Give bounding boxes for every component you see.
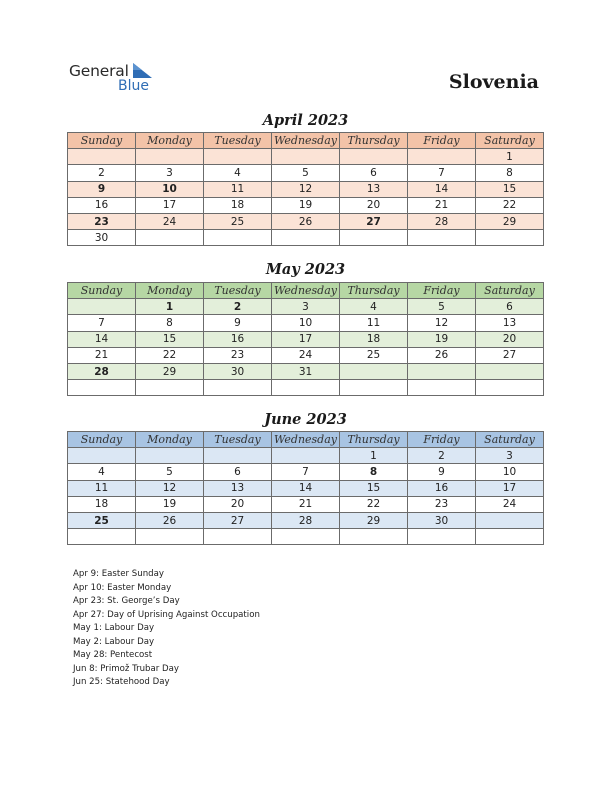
weekday-header: Saturday [476, 283, 544, 299]
empty-day-cell [340, 380, 408, 396]
weekday-header: Wednesday [272, 133, 340, 149]
empty-day-cell [340, 363, 408, 379]
day-cell: 8 [476, 165, 544, 181]
day-cell: 23 [408, 496, 476, 512]
day-cell: 12 [408, 315, 476, 331]
empty-day-cell [68, 299, 136, 315]
day-cell: 16 [68, 197, 136, 213]
calendar-may [67, 282, 544, 396]
day-cell: 26 [136, 512, 204, 528]
weekday-header: Saturday [476, 133, 544, 149]
day-cell: 17 [272, 331, 340, 347]
month-title-april: April 2023 [262, 112, 349, 129]
day-cell: 6 [204, 464, 272, 480]
weekday-header: Friday [408, 133, 476, 149]
day-cell: 30 [68, 230, 136, 246]
week-row [68, 230, 544, 246]
day-cell: 21 [272, 496, 340, 512]
week-row [68, 181, 544, 197]
empty-day-cell [476, 230, 544, 246]
day-cell: 26 [272, 213, 340, 229]
calendar-june [67, 431, 544, 545]
day-cell: 19 [408, 331, 476, 347]
empty-day-cell [272, 380, 340, 396]
holiday-item: Apr 27: Day of Uprising Against Occupation [73, 609, 260, 620]
weekday-header: Thursday [340, 283, 408, 299]
day-cell: 9 [408, 464, 476, 480]
weekday-header: Wednesday [272, 283, 340, 299]
empty-day-cell [204, 448, 272, 464]
empty-day-cell [68, 380, 136, 396]
weekday-header: Tuesday [204, 432, 272, 448]
weekday-header: Friday [408, 283, 476, 299]
day-cell: 5 [136, 464, 204, 480]
empty-day-cell [340, 230, 408, 246]
weekday-header: Friday [408, 432, 476, 448]
week-row [68, 213, 544, 229]
weekday-header: Sunday [68, 432, 136, 448]
weekday-header: Wednesday [272, 432, 340, 448]
day-cell: 11 [204, 181, 272, 197]
day-cell: 20 [340, 197, 408, 213]
logo-text-blue: Blue [118, 78, 149, 94]
day-cell: 3 [136, 165, 204, 181]
day-cell: 13 [476, 315, 544, 331]
weekday-header: Monday [136, 283, 204, 299]
day-cell: 3 [272, 299, 340, 315]
week-row [68, 480, 544, 496]
weekday-header: Sunday [68, 133, 136, 149]
day-cell: 27 [340, 213, 408, 229]
day-cell: 29 [476, 213, 544, 229]
day-cell: 2 [204, 299, 272, 315]
day-cell: 23 [204, 347, 272, 363]
day-cell: 27 [204, 512, 272, 528]
day-cell: 28 [272, 512, 340, 528]
day-cell: 14 [272, 480, 340, 496]
day-cell: 9 [68, 181, 136, 197]
day-cell: 1 [340, 448, 408, 464]
empty-day-cell [476, 363, 544, 379]
weekday-header: Tuesday [204, 283, 272, 299]
logo-text-general: General [69, 62, 129, 80]
week-row [68, 149, 544, 165]
empty-day-cell [272, 529, 340, 545]
day-cell: 11 [68, 480, 136, 496]
weekday-header-row [68, 432, 544, 448]
holiday-item: May 1: Labour Day [73, 623, 155, 633]
weekday-header: Sunday [68, 283, 136, 299]
day-cell: 5 [272, 165, 340, 181]
day-cell: 18 [204, 197, 272, 213]
day-cell: 16 [204, 331, 272, 347]
holiday-item: Apr 9: Easter Sunday [73, 569, 164, 579]
day-cell: 5 [408, 299, 476, 315]
day-cell: 21 [68, 347, 136, 363]
day-cell: 4 [68, 464, 136, 480]
logo-triangle-icon [133, 63, 153, 79]
day-cell: 7 [68, 315, 136, 331]
day-cell: 9 [204, 315, 272, 331]
empty-day-cell [204, 529, 272, 545]
weekday-header: Monday [136, 133, 204, 149]
empty-day-cell [136, 529, 204, 545]
empty-day-cell [136, 448, 204, 464]
week-row [68, 363, 544, 379]
holiday-item: Jun 25: Statehood Day [73, 677, 170, 687]
holiday-list [73, 568, 260, 690]
day-cell: 30 [204, 363, 272, 379]
empty-day-cell [136, 380, 204, 396]
day-cell: 29 [136, 363, 204, 379]
day-cell: 10 [272, 315, 340, 331]
calendar-april [67, 132, 544, 246]
country-title: Slovenia [448, 71, 539, 93]
empty-day-cell [204, 230, 272, 246]
empty-day-cell [408, 380, 476, 396]
day-cell: 21 [408, 197, 476, 213]
day-cell: 4 [204, 165, 272, 181]
day-cell: 7 [272, 464, 340, 480]
day-cell: 2 [68, 165, 136, 181]
day-cell: 25 [68, 512, 136, 528]
weekday-header: Thursday [340, 432, 408, 448]
day-cell: 13 [340, 181, 408, 197]
day-cell: 10 [136, 181, 204, 197]
week-row [68, 315, 544, 331]
day-cell: 22 [476, 197, 544, 213]
holiday-item: Jun 8: Primož Trubar Day [73, 663, 179, 674]
day-cell: 28 [68, 363, 136, 379]
day-cell: 22 [340, 496, 408, 512]
weekday-header: Thursday [340, 133, 408, 149]
day-cell: 24 [272, 347, 340, 363]
day-cell: 30 [408, 512, 476, 528]
empty-day-cell [408, 363, 476, 379]
day-cell: 7 [408, 165, 476, 181]
day-cell: 20 [476, 331, 544, 347]
day-cell: 20 [204, 496, 272, 512]
day-cell: 6 [476, 299, 544, 315]
empty-day-cell [408, 149, 476, 165]
day-cell: 12 [272, 181, 340, 197]
week-row [68, 380, 544, 396]
day-cell: 1 [136, 299, 204, 315]
week-row [68, 347, 544, 363]
week-row [68, 464, 544, 480]
weekday-header: Tuesday [204, 133, 272, 149]
day-cell: 26 [408, 347, 476, 363]
day-cell: 15 [340, 480, 408, 496]
month-title-june: June 2023 [264, 411, 347, 428]
day-cell: 17 [136, 197, 204, 213]
empty-day-cell [476, 380, 544, 396]
day-cell: 12 [136, 480, 204, 496]
holiday-item: Apr 10: Easter Monday [73, 582, 172, 593]
holiday-item: May 28: Pentecost [73, 650, 153, 660]
day-cell: 13 [204, 480, 272, 496]
day-cell: 24 [136, 213, 204, 229]
day-cell: 14 [408, 181, 476, 197]
empty-day-cell [476, 529, 544, 545]
day-cell: 29 [340, 512, 408, 528]
day-cell: 28 [408, 213, 476, 229]
empty-day-cell [204, 380, 272, 396]
weekday-header: Monday [136, 432, 204, 448]
week-row [68, 299, 544, 315]
day-cell: 14 [68, 331, 136, 347]
week-row [68, 165, 544, 181]
day-cell: 3 [476, 448, 544, 464]
weekday-header: Saturday [476, 432, 544, 448]
day-cell: 11 [340, 315, 408, 331]
day-cell: 2 [408, 448, 476, 464]
empty-day-cell [204, 149, 272, 165]
week-row [68, 529, 544, 545]
empty-day-cell [272, 149, 340, 165]
empty-day-cell [136, 149, 204, 165]
day-cell: 19 [136, 496, 204, 512]
day-cell: 17 [476, 480, 544, 496]
day-cell: 8 [136, 315, 204, 331]
day-cell: 25 [340, 347, 408, 363]
empty-day-cell [408, 230, 476, 246]
day-cell: 16 [408, 480, 476, 496]
empty-day-cell [68, 448, 136, 464]
empty-day-cell [340, 149, 408, 165]
generalblue-logo [69, 62, 169, 96]
day-cell: 23 [68, 213, 136, 229]
empty-day-cell [408, 529, 476, 545]
day-cell: 19 [272, 197, 340, 213]
empty-day-cell [136, 230, 204, 246]
empty-day-cell [340, 529, 408, 545]
empty-day-cell [272, 448, 340, 464]
day-cell: 15 [136, 331, 204, 347]
day-cell: 27 [476, 347, 544, 363]
day-cell: 8 [340, 464, 408, 480]
day-cell: 24 [476, 496, 544, 512]
day-cell: 6 [340, 165, 408, 181]
month-title-may: May 2023 [265, 261, 346, 278]
day-cell: 18 [340, 331, 408, 347]
week-row [68, 448, 544, 464]
day-cell: 10 [476, 464, 544, 480]
week-row [68, 331, 544, 347]
day-cell: 4 [340, 299, 408, 315]
weekday-header-row [68, 283, 544, 299]
day-cell: 15 [476, 181, 544, 197]
holiday-item: May 2: Labour Day [73, 636, 155, 647]
day-cell: 22 [136, 347, 204, 363]
weekday-header-row [68, 133, 544, 149]
day-cell: 25 [204, 213, 272, 229]
week-row [68, 496, 544, 512]
week-row [68, 512, 544, 528]
week-row [68, 197, 544, 213]
day-cell: 1 [476, 149, 544, 165]
day-cell: 31 [272, 363, 340, 379]
empty-day-cell [272, 230, 340, 246]
holiday-item: Apr 23: St. George’s Day [73, 596, 180, 606]
empty-day-cell [68, 529, 136, 545]
empty-day-cell [68, 149, 136, 165]
day-cell: 18 [68, 496, 136, 512]
empty-day-cell [476, 512, 544, 528]
